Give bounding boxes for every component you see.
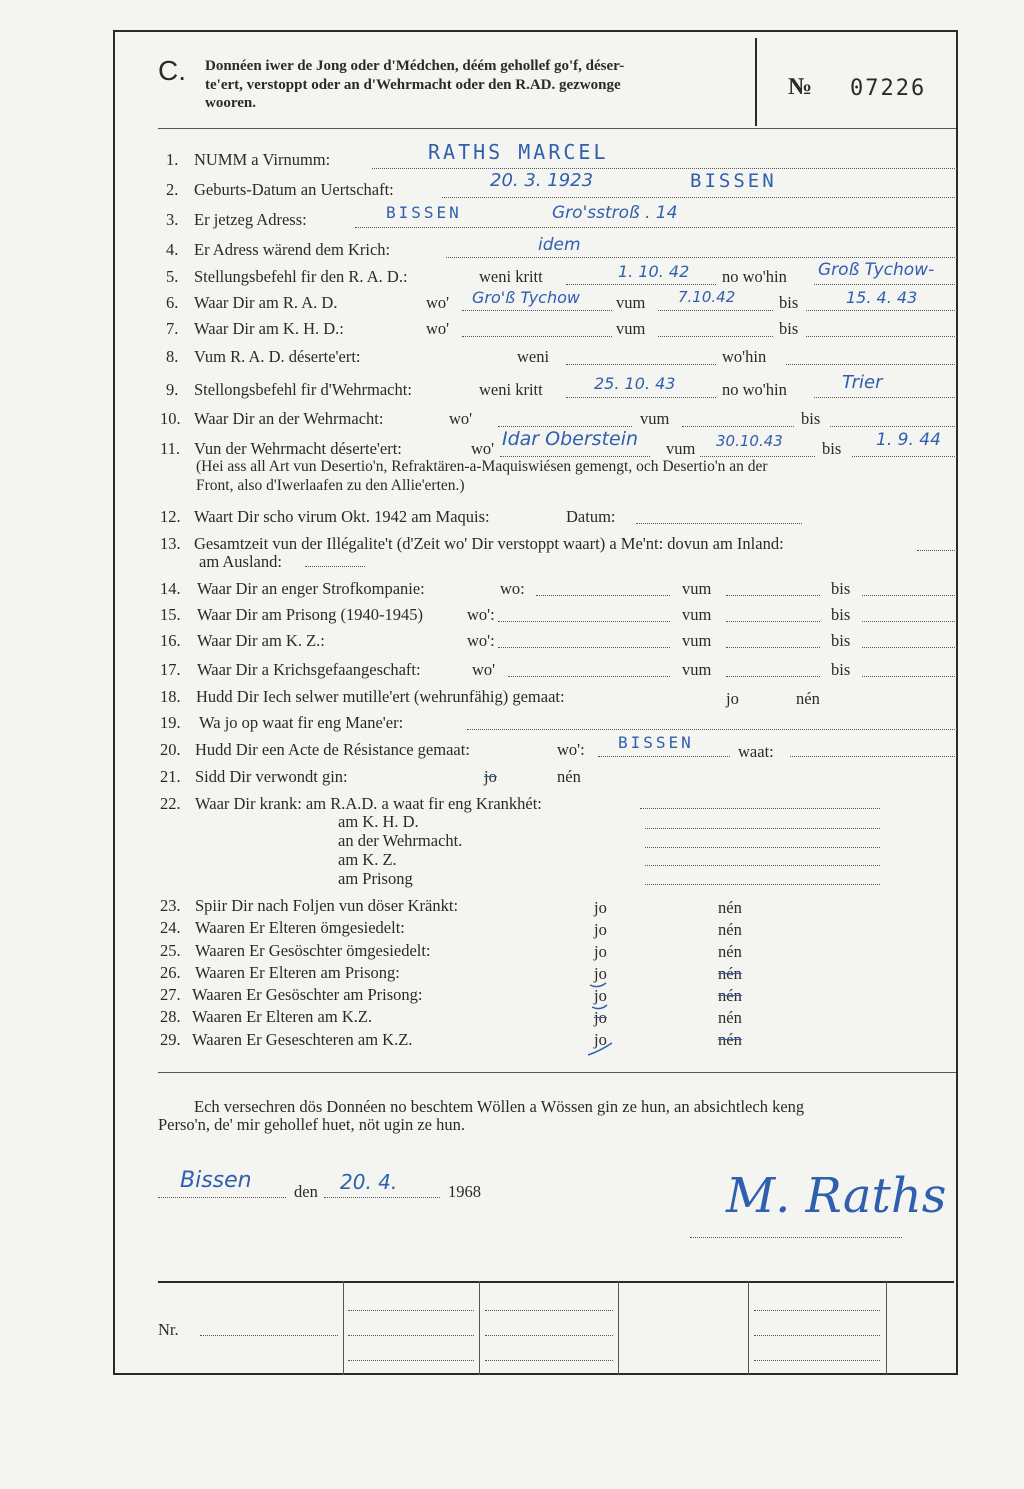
row-number: 19. — [160, 713, 181, 732]
footer-cell-line[interactable] — [348, 1310, 474, 1311]
wehrmacht-desert-place: Idar Oberstein — [502, 428, 639, 450]
row-number: 6. — [166, 293, 179, 312]
siblings-resettled-nen[interactable]: nén — [718, 942, 742, 961]
maquis-label: Waart Dir scho virum Okt. 1942 am Maquis: — [194, 507, 490, 526]
siblings-kz-nen[interactable]: nén — [718, 1030, 742, 1049]
address-value: BISSEN — [386, 203, 462, 222]
declaration-line1: Ech versechren dös Donnéen no beschtem Wöllen a Wössen gin ze hun, an absichtlech keng — [194, 1097, 805, 1116]
signature: M. Raths — [726, 1168, 947, 1224]
penal-company-place-line[interactable] — [536, 595, 670, 596]
date-value: 20. 4. — [340, 1170, 398, 1194]
rad-service-label: Waar Dir am R. A. D. — [194, 293, 338, 312]
row-number: 14. — [160, 579, 181, 598]
number-sign: № — [788, 74, 813, 100]
war-address-label: Er Adress wärend dem Krich: — [194, 240, 391, 259]
khd-place-line[interactable] — [462, 336, 612, 337]
siblings-kz-label: Waaren Er Geseschteren am K.Z. — [192, 1030, 413, 1049]
rad-service-bis: bis — [779, 293, 799, 312]
kz-wo: wo': — [467, 631, 495, 650]
resistance-waat: waat: — [738, 742, 774, 761]
prison-from-line[interactable] — [726, 621, 820, 622]
khd-to-line[interactable] — [806, 336, 957, 337]
illness-rad-line[interactable] — [640, 808, 880, 809]
section-letter: C. — [158, 55, 186, 86]
siblings-resettled-label: Waaren Er Gesöschter ömgesiedelt: — [195, 941, 431, 960]
consequences-jo[interactable]: jo — [594, 898, 607, 917]
wehrmacht-desert-label: Vun der Wehrmacht déserte'ert: — [194, 439, 402, 458]
pow-from-line[interactable] — [726, 676, 820, 677]
siblings-kz-jo[interactable]: jo — [594, 1030, 607, 1049]
illness-prison-label: am Prisong — [338, 869, 413, 888]
self-mutilation-nen[interactable]: nén — [796, 689, 820, 708]
header-divider — [755, 38, 757, 126]
illness-wehrmacht-line[interactable] — [645, 847, 880, 848]
illness-label: Waar Dir krank: am R.A.D. a waat fir eng Krankhét: — [195, 794, 542, 813]
illegal-abroad-line[interactable] — [305, 566, 365, 567]
header-title-line1: Donnéen iwer de Jong oder d'Médchen, déém gehollef go'f, déser- — [205, 58, 625, 74]
footer-nr-label: Nr. — [158, 1320, 179, 1339]
pen-marks — [580, 955, 630, 1060]
parents-resettled-label: Waaren Er Elteren ömgesiedelt: — [195, 918, 405, 937]
declaration-line2: Perso'n, de' mir gehollef huet, nöt ugin ze hun. — [158, 1115, 466, 1134]
row-number: 28. — [160, 1007, 181, 1026]
pow-wo: wo' — [472, 660, 496, 679]
row-number: 8. — [166, 347, 179, 366]
wehrmacht-desert-to-line[interactable] — [852, 456, 957, 457]
footer-col-divider — [748, 1281, 749, 1375]
row-number: 22. — [160, 794, 181, 813]
maquis-datum: Datum: — [566, 507, 616, 526]
self-mutilation-jo[interactable]: jo — [726, 689, 739, 708]
siblings-prison-label: Waaren Er Gesöschter am Prisong: — [192, 985, 423, 1004]
rad-order-kritt: weni kritt — [479, 267, 543, 286]
rad-order-date-line[interactable] — [566, 284, 716, 285]
war-address-line[interactable] — [446, 257, 957, 258]
pow-to-line[interactable] — [862, 676, 957, 677]
row-number: 16. — [160, 631, 181, 650]
form-number: 07226 — [850, 76, 927, 101]
footer-col-divider — [343, 1281, 344, 1375]
address-line[interactable] — [355, 227, 957, 228]
illness-khd-line[interactable] — [645, 828, 880, 829]
illegal-inland-line[interactable] — [917, 550, 957, 551]
footer-col-divider — [479, 1281, 480, 1375]
wehrmacht-order-dest-line[interactable] — [814, 397, 957, 398]
kz-from-line[interactable] — [726, 647, 820, 648]
rad-service-place: Gro'ß Tychow — [472, 288, 580, 307]
row-number: 25. — [160, 941, 181, 960]
row-number: 21. — [160, 767, 181, 786]
kz-vum: vum — [682, 631, 712, 650]
manner-line[interactable] — [467, 729, 957, 730]
pow-vum: vum — [682, 660, 712, 679]
row-number: 24. — [160, 918, 181, 937]
rad-service-place-line[interactable] — [462, 310, 612, 311]
illegal-time-label: Gesamtzeit vun der Illégalite't (d'Zeit wo' Dir verstoppt waart) a Me'nt: dovun am Inland: — [194, 534, 784, 553]
row-number: 5. — [166, 267, 179, 286]
row-number: 26. — [160, 963, 181, 982]
den-label: den — [294, 1182, 318, 1201]
khd-wo: wo' — [426, 319, 450, 338]
rad-desert-dest-line[interactable] — [786, 364, 957, 365]
row-number: 1. — [166, 150, 179, 169]
rad-service-vum: vum — [616, 293, 646, 312]
rad-service-from-line[interactable] — [658, 310, 773, 311]
illness-wehrmacht-label: an der Wehrmacht. — [338, 831, 463, 850]
siblings-resettled-jo[interactable]: jo — [594, 942, 607, 961]
rad-service-to: 15. 4. 43 — [846, 288, 918, 307]
wehrmacht-order-label: Stellongsbefehl fir d'Wehrmacht: — [194, 380, 412, 399]
footer-cell-line[interactable] — [485, 1360, 613, 1361]
rad-order-date: 1. 10. 42 — [618, 262, 690, 281]
birth-line[interactable] — [442, 197, 957, 198]
siblings-prison-nen[interactable]: nén — [718, 986, 742, 1005]
wehrmacht-order-wohin: no wo'hin — [722, 380, 787, 399]
signature-line[interactable] — [690, 1237, 902, 1238]
footer-cell-line[interactable] — [754, 1360, 880, 1361]
prison-label: Waar Dir am Prisong (1940-1945) — [197, 605, 423, 624]
row-number: 10. — [160, 409, 181, 428]
penal-company-to-line[interactable] — [862, 595, 957, 596]
declaration-divider — [158, 1072, 956, 1073]
birth-label: Geburts-Datum an Uertschaft: — [194, 180, 394, 199]
parents-kz-jo[interactable]: jo — [594, 1008, 607, 1027]
wehrmacht-service-wo: wo' — [449, 409, 473, 428]
prison-place-line[interactable] — [498, 621, 670, 622]
penal-company-label: Waar Dir an enger Strofkompanie: — [197, 579, 425, 598]
prison-bis: bis — [831, 605, 851, 624]
parents-kz-nen[interactable]: nén — [718, 1008, 742, 1027]
resistance-wo: wo': — [557, 740, 585, 759]
wehrmacht-desert-place-line[interactable] — [500, 456, 650, 457]
footer-cell-line[interactable] — [348, 1360, 474, 1361]
wehrmacht-order-kritt: weni kritt — [479, 380, 543, 399]
wehrmacht-service-place-line[interactable] — [498, 426, 632, 427]
name-line[interactable] — [372, 168, 957, 169]
wehrmacht-service-to-line[interactable] — [830, 426, 957, 427]
wehrmacht-desert-bis: bis — [822, 439, 842, 458]
wounded-nen[interactable]: nén — [557, 767, 581, 786]
header-underline — [158, 128, 956, 129]
address-street-value: Gro'sstroß . 14 — [552, 203, 678, 223]
date-line[interactable] — [324, 1197, 440, 1198]
illness-prison-line[interactable] — [645, 884, 880, 885]
resistance-label: Hudd Dir een Acte de Résistance gemaat: — [195, 740, 470, 759]
row-number: 7. — [166, 319, 179, 338]
rad-service-to-line[interactable] — [806, 310, 957, 311]
row-number: 18. — [160, 687, 181, 706]
wehrmacht-service-from-line[interactable] — [682, 426, 794, 427]
wehrmacht-desert-from: 30.10.43 — [716, 432, 783, 450]
birth-date-value: 20. 3. 1923 — [490, 170, 594, 191]
footer-cell-line[interactable] — [754, 1335, 880, 1336]
illness-khd-label: am K. H. D. — [338, 812, 419, 831]
parents-kz-label: Waaren Er Elteren am K.Z. — [192, 1007, 373, 1026]
row-number: 23. — [160, 896, 181, 915]
wehrmacht-service-label: Waar Dir an der Wehrmacht: — [194, 409, 384, 428]
row-number: 3. — [166, 210, 179, 229]
wehrmacht-service-vum: vum — [640, 409, 670, 428]
prison-to-line[interactable] — [862, 621, 957, 622]
penal-company-wo: wo: — [500, 579, 525, 598]
wehrmacht-desert-from-line[interactable] — [700, 456, 815, 457]
row-number: 15. — [160, 605, 181, 624]
khd-from-line[interactable] — [658, 336, 773, 337]
rad-order-dest-line[interactable] — [814, 284, 957, 285]
parents-resettled-nen[interactable]: nén — [718, 920, 742, 939]
illness-kz-label: am K. Z. — [338, 850, 397, 869]
footer-col-divider — [886, 1281, 887, 1375]
desertion-note-line1: (Hei ass all Art vun Desertio'n, Refraktären-a-Maquiswiésen gemengt, och Desertio'n an der — [196, 458, 768, 475]
rad-desert-wohin: wo'hin — [722, 347, 767, 366]
resistance-place: BISSEN — [618, 733, 694, 752]
rad-order-dest: Groß Tychow- — [818, 260, 935, 280]
kz-to-line[interactable] — [862, 647, 957, 648]
rad-service-from: 7.10.42 — [678, 288, 736, 306]
footer-cell-line[interactable] — [348, 1335, 474, 1336]
war-address-value: idem — [538, 235, 581, 255]
rad-desert-date-line[interactable] — [566, 364, 716, 365]
wehrmacht-service-bis: bis — [801, 409, 821, 428]
wounded-label: Sidd Dir verwondt gin: — [195, 767, 348, 786]
wehrmacht-desert-to: 1. 9. 44 — [876, 430, 941, 450]
wounded-jo[interactable]: jo — [484, 767, 497, 786]
kz-place-line[interactable] — [498, 647, 670, 648]
penal-company-from-line[interactable] — [726, 595, 820, 596]
kz-bis: bis — [831, 631, 851, 650]
address-label: Er jetzeg Adress: — [194, 210, 307, 229]
parents-prison-label: Waaren Er Elteren am Prisong: — [195, 963, 400, 982]
pow-place-line[interactable] — [508, 676, 670, 677]
wehrmacht-order-date-line[interactable] — [566, 397, 716, 398]
illegal-abroad-label: am Ausland: — [199, 552, 282, 571]
prison-wo: wo': — [467, 605, 495, 624]
wehrmacht-order-dest: Trier — [842, 372, 883, 393]
rad-order-label: Stellungsbefehl fir den R. A. D.: — [194, 267, 408, 286]
illness-kz-line[interactable] — [645, 865, 880, 866]
row-number: 2. — [166, 180, 179, 199]
footer-cell-line[interactable] — [754, 1310, 880, 1311]
maquis-date-line[interactable] — [636, 523, 802, 524]
place-line[interactable] — [158, 1197, 286, 1198]
row-number: 11. — [160, 439, 181, 458]
name-label: NUMM a Virnumm: — [194, 150, 331, 169]
footer-cell-line[interactable] — [485, 1310, 613, 1311]
year-label: 1968 — [448, 1182, 481, 1201]
prison-vum: vum — [682, 605, 712, 624]
row-number: 29. — [160, 1030, 181, 1049]
footer-cell-line[interactable] — [485, 1335, 613, 1336]
penal-company-vum: vum — [682, 579, 712, 598]
wehrmacht-order-date: 25. 10. 43 — [594, 374, 676, 393]
desertion-note-line2: Front, also d'Iwerlaafen zu den Allie'erten.) — [196, 477, 465, 494]
wehrmacht-desert-wo: wo' — [471, 439, 495, 458]
parents-prison-jo[interactable]: jo — [594, 964, 607, 983]
siblings-prison-jo[interactable]: jo — [594, 986, 607, 1005]
row-number: 20. — [160, 740, 181, 759]
self-mutilation-label: Hudd Dir Iech selwer mutille'ert (wehrunfähig) gemaat: — [196, 687, 565, 706]
consequences-nen[interactable]: nén — [718, 898, 742, 917]
row-number: 9. — [166, 380, 179, 399]
rad-desert-label: Vum R. A. D. déserte'ert: — [194, 347, 361, 366]
row-number: 4. — [166, 240, 179, 259]
name-value: RATHS MARCEL — [428, 140, 609, 164]
khd-bis: bis — [779, 319, 799, 338]
rad-service-wo: wo' — [426, 293, 450, 312]
header-title-line3: wooren. — [205, 95, 256, 111]
footer-nr-line[interactable] — [200, 1335, 338, 1336]
resistance-place-line[interactable] — [598, 756, 730, 757]
khd-label: Waar Dir am K. H. D.: — [194, 319, 344, 338]
place-value: Bissen — [180, 1168, 252, 1193]
row-number: 13. — [160, 534, 181, 553]
penal-company-bis: bis — [831, 579, 851, 598]
rad-order-wohin: no wo'hin — [722, 267, 787, 286]
row-number: 27. — [160, 985, 181, 1004]
resistance-what-line[interactable] — [790, 756, 957, 757]
consequences-label: Spiir Dir nach Foljen vun döser Kränkt: — [195, 896, 459, 915]
footer-col-divider — [618, 1281, 619, 1375]
khd-vum: vum — [616, 319, 646, 338]
parents-prison-nen[interactable]: nén — [718, 964, 742, 983]
row-number: 17. — [160, 660, 181, 679]
manner-label: Wa jo op waat fir eng Mane'er: — [199, 713, 404, 732]
birth-place-value: BISSEN — [690, 170, 777, 192]
wehrmacht-desert-vum: vum — [666, 439, 696, 458]
header-title-line2: te'ert, verstoppt oder an d'Wehrmacht oder den R.AD. gezwonge — [205, 77, 621, 93]
row-number: 12. — [160, 507, 181, 526]
footer-top-line — [158, 1281, 954, 1283]
kz-label: Waar Dir am K. Z.: — [197, 631, 325, 650]
pow-label: Waar Dir a Krichsgefaangeschaft: — [197, 660, 421, 679]
pow-bis: bis — [831, 660, 851, 679]
parents-resettled-jo[interactable]: jo — [594, 920, 607, 939]
rad-desert-weni: weni — [517, 347, 550, 366]
